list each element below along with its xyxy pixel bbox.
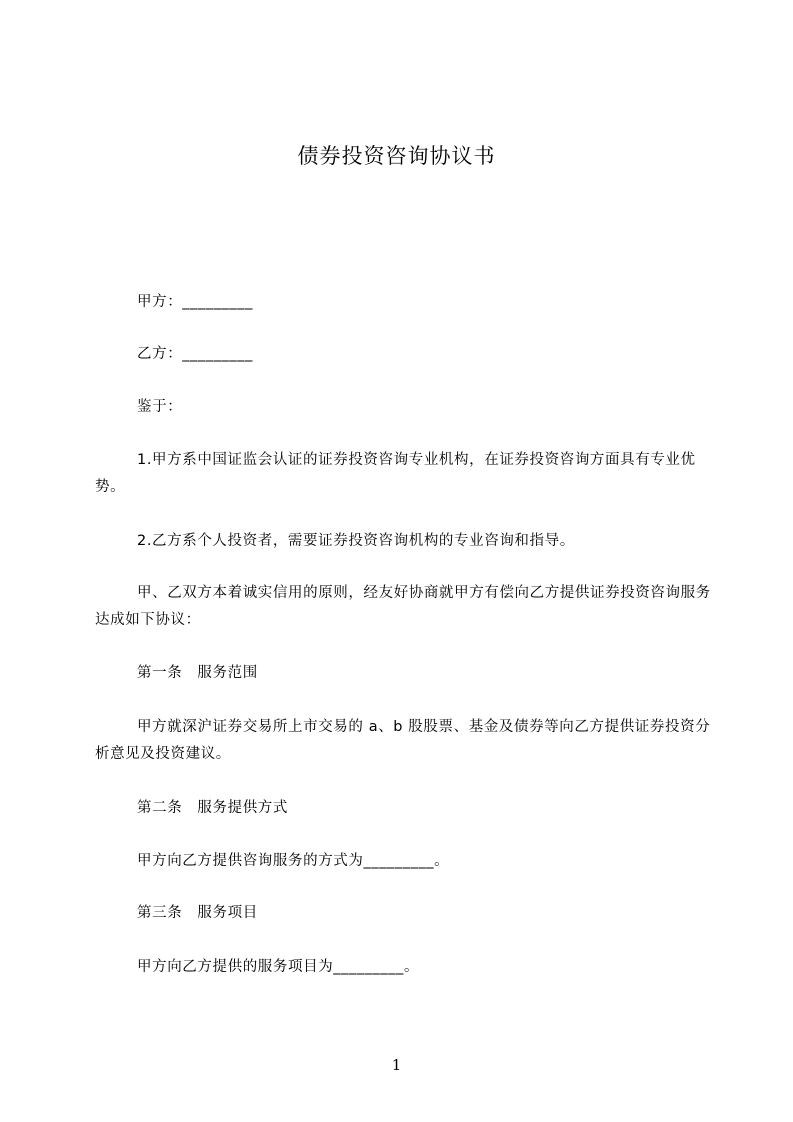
article-3-heading: 第三条 服务项目 [137, 905, 258, 921]
recital-1: 1.甲方系中国证监会认证的证券投资咨询专业机构，在证券投资咨询方面具有专业优势。 [95, 452, 696, 495]
whereas-heading: 鉴于： [137, 399, 183, 415]
article-3-text: 甲方向乙方提供的服务项目为_________。 [137, 959, 420, 975]
party-b-line: 乙方：_________ [137, 346, 253, 362]
party-a-line: 甲方：_________ [137, 294, 253, 310]
document-title: 债券投资咨询协议书 [297, 144, 496, 168]
article-2-text: 甲方向乙方提供咨询服务的方式为_________。 [137, 853, 450, 869]
page-number: 1 [391, 1056, 402, 1074]
article-2-heading: 第二条 服务提供方式 [137, 800, 288, 816]
article-1-heading: 第一条 服务范围 [137, 665, 258, 681]
article-1-text: 甲方就深沪证券交易所上市交易的 a、b 股股票、基金及债券等向乙方提供证券投资分析意见及投资建议。 [95, 719, 711, 762]
agreement-intro: 甲、乙双方本着诚实信用的原则，经友好协商就甲方有偿向乙方提供证券投资咨询服务达成如下协议： [95, 585, 711, 628]
recital-2: 2.乙方系个人投资者，需要证券投资咨询机构的专业咨询和指导。 [137, 533, 575, 549]
